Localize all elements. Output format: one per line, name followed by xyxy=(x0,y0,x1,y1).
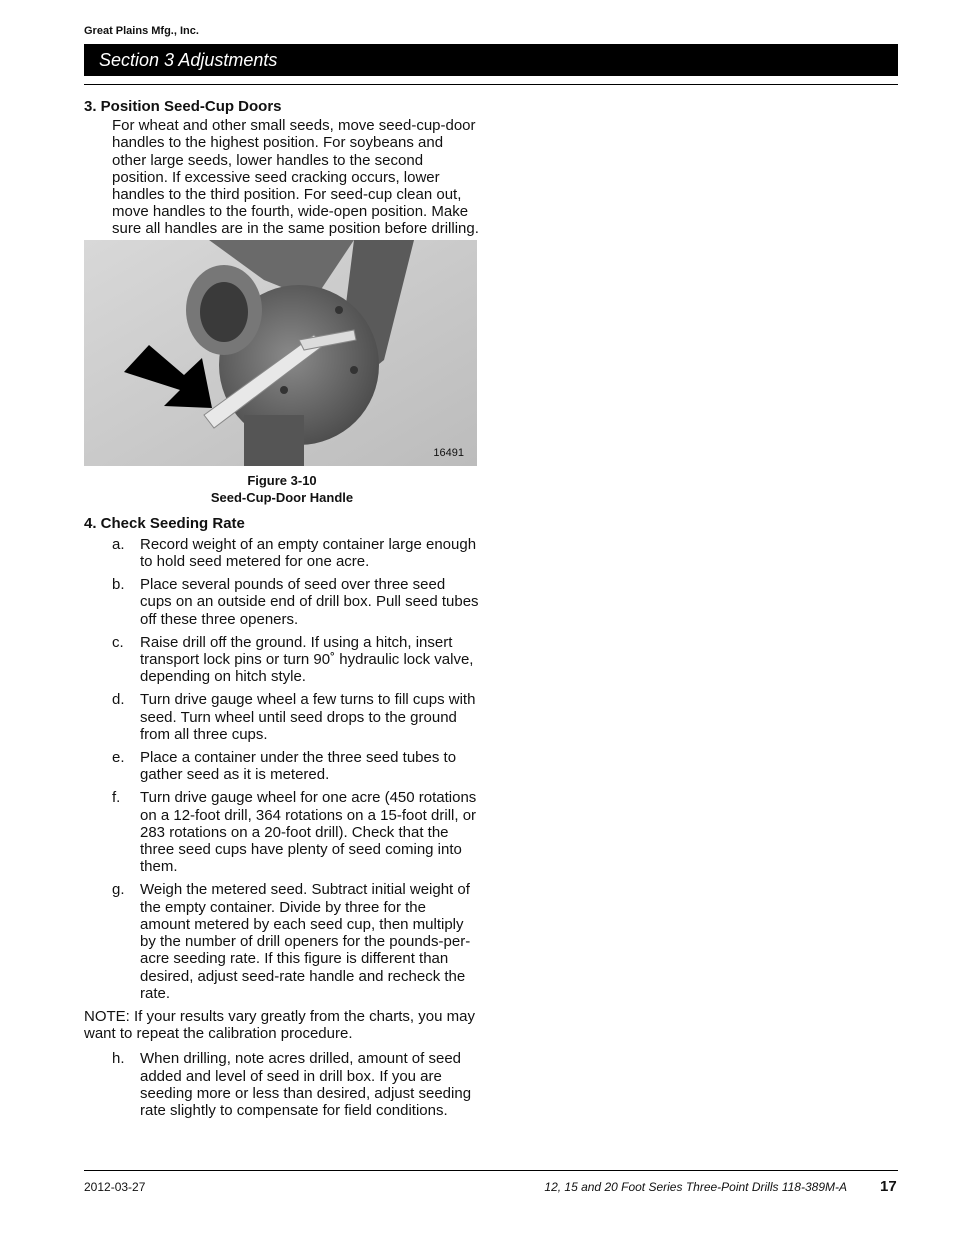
header-divider xyxy=(84,84,898,85)
footer-document-title: 12, 15 and 20 Foot Series Three-Point Drills 118-389M-A xyxy=(544,1180,847,1194)
list-item: b. Place several pounds of seed over three seed cups on an outside end of drill box. Pull seed tubes off these three openers. xyxy=(112,576,479,628)
footer-divider xyxy=(84,1170,898,1171)
list-item: d. Turn drive gauge wheel a few turns to fill cups with seed. Turn wheel until seed drops to the ground from all three cups. xyxy=(112,691,476,743)
step-4-list-continued xyxy=(84,1050,480,1119)
list-item: f. Turn drive gauge wheel for one acre (450 rotations on a 12-foot drill, 364 rotations on a 15-foot drill, or 283 rotations on a 20-foot drill). Check that the three seed cups have plenty of seed coming into them. xyxy=(112,789,477,876)
step-4-heading: 4. Check Seeding Rate xyxy=(84,514,245,532)
calibration-note: NOTE: If your results vary greatly from the charts, you may want to repeat the calibration procedure. xyxy=(84,1007,475,1043)
seed-cup-illustration xyxy=(84,240,477,466)
figure-title: Seed-Cup-Door Handle xyxy=(210,489,354,505)
seed-cup-photo xyxy=(84,240,477,466)
section-title: Section 3 Adjustments xyxy=(99,50,278,70)
figure-number: Figure 3-10 xyxy=(247,472,317,488)
section-header-bar xyxy=(84,44,898,76)
step-3-heading: 3. Position Seed-Cup Doors xyxy=(84,98,282,115)
page-number: 17 xyxy=(880,1178,897,1195)
list-item: c. Raise drill off the ground. If using a hitch, insert transport lock pins or turn 90˚ hydraulic lock valve, depending on hitch style. xyxy=(112,633,474,686)
list-item: e. Place a container under the three seed tubes to gather seed as it is metered. xyxy=(112,749,457,784)
step-3-text: For wheat and other small seeds, move seed-cup-door handles to the highest position. For soybeans and other large seeds, lower handles to the second position. If excessive seed cracking occurs, lower handles to the third position. For seed-cup clean out, move handles to the fourth, wide-open position. Make sure all handles are in the same position before drilling. xyxy=(112,117,479,238)
main-column xyxy=(84,98,480,1125)
list-item: h. When drilling, note acres drilled, amount of seed added and level of seed in drill box. If you are seeding more or less than desired, adjust seeding rate slightly to compensate for field conditions. xyxy=(112,1050,472,1119)
footer-date: 2012-03-27 xyxy=(84,1180,146,1194)
figure-caption xyxy=(84,472,480,506)
list-item: a. Record weight of an empty container large enough to hold seed metered for one acre. xyxy=(112,535,477,571)
step-4-list xyxy=(84,536,480,1002)
company-name: Great Plains Mfg., Inc. xyxy=(84,25,199,37)
figure-ref-number: 16491 xyxy=(433,446,464,459)
list-item: g. Weigh the metered seed. Subtract initial weight of the empty container. Divide by three for the amount metered by each seed cup, then multiply by the number of drill openers for the pounds-per-acre seeding rate. If this figure is different than desired, adjust seed-rate handle and recheck the rate. xyxy=(112,881,471,1002)
